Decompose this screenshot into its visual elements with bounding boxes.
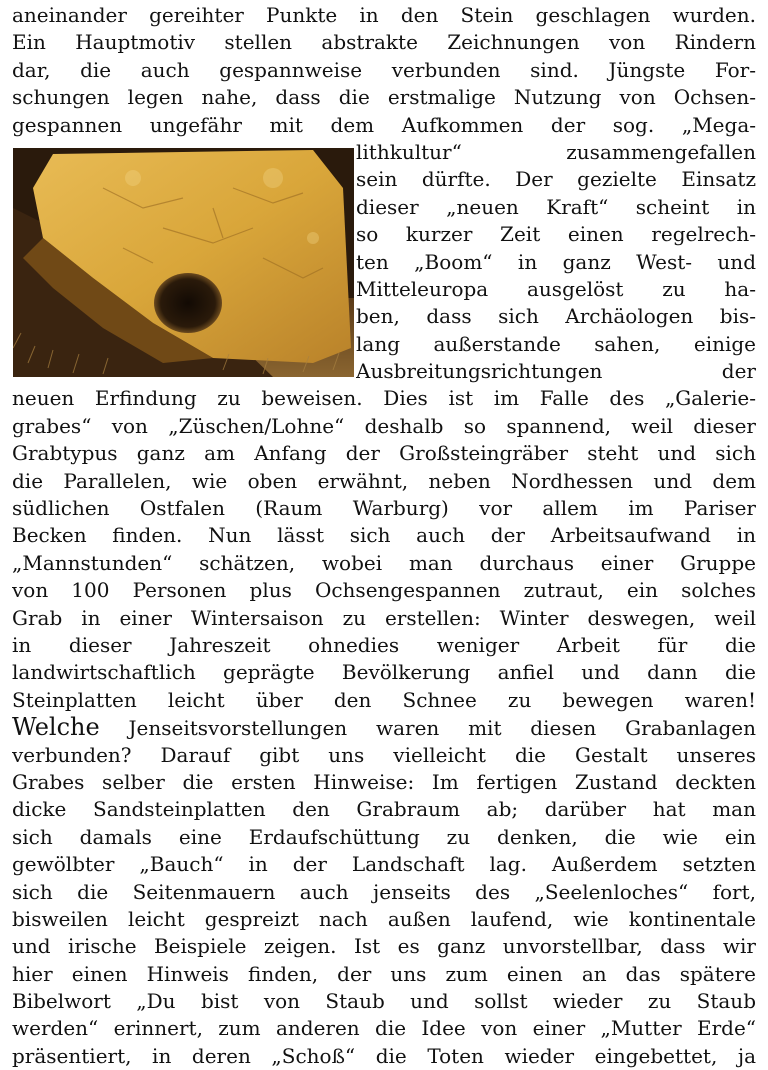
text-line: die Parallelen, wie oben erwähnt, neben Nordhessen und dem xyxy=(12,468,756,493)
stone-slab-illustration xyxy=(13,148,354,377)
text-line: landwirtschaftlich geprägte Bevölkerung anfiel und dann die xyxy=(12,660,756,685)
text-line: grabes“ von „Züschen/Lohne“ deshalb so spannend, weil dieser xyxy=(12,413,756,438)
text-line: verbunden? Darauf gibt uns vielleicht die Gestalt unseres xyxy=(12,742,756,767)
text-line: lang außerstande sahen, einige xyxy=(356,331,756,356)
text-line: ten „Boom“ in ganz West- und xyxy=(356,249,756,274)
text-line: bisweilen leicht gespreizt nach außen laufend, wie kontinentale xyxy=(12,906,756,931)
text-line: sich die Seitenmauern auch jenseits des „Seelenloches“ fort, xyxy=(12,879,756,904)
text-line: Ausbreitungsrichtungen der xyxy=(356,359,756,384)
text-span: Jenseitsvorstellungen waren mit diesen Grabanlagen xyxy=(128,716,756,741)
text-line: ben, dass sich Archäologen bis- xyxy=(356,304,756,329)
paragraph-start-word: Welche xyxy=(12,714,100,742)
text-line: Grabes selber die ersten Hinweise: Im fertigen Zustand deckten xyxy=(12,769,756,794)
paragraph-bottom xyxy=(12,385,756,714)
text-line: sein dürfte. Der gezielte Einsatz xyxy=(356,167,756,192)
stone-slab-photo xyxy=(13,148,354,377)
text-line: neuen Erfindung zu beweisen. Dies ist im Falle des „Galerie- xyxy=(12,386,756,411)
text-line: südlichen Ostfalen (Raum Warburg) vor allem im Pariser xyxy=(12,496,756,521)
text-line: dar, die auch gespannweise verbunden sind. Jüngste For- xyxy=(12,57,756,82)
text-line: in dieser Jahreszeit ohnedies weniger Arbeit für die xyxy=(12,632,756,657)
text-line: werden“ erinnert, zum anderen die Idee von einer „Mutter Erde“ xyxy=(12,1016,756,1041)
text-line: lithkultur“ zusammengefallen xyxy=(356,139,756,164)
soul-hole xyxy=(154,273,222,333)
text-line: Bibelwort „Du bist von Staub und sollst wieder zu Staub xyxy=(12,989,756,1014)
text-line: dicke Sandsteinplatten den Grabraum ab; darüber hat man xyxy=(12,797,756,822)
text-line xyxy=(12,714,756,741)
text-line: aneinander gereihter Punkte in den Stein geschlagen wurden. xyxy=(12,3,756,27)
text-line: so kurzer Zeit einen regelrech- xyxy=(356,222,756,247)
text-line: „Mannstunden“ schätzen, wobei man durchaus einer Gruppe xyxy=(12,550,756,575)
text-line: Steinplatten leicht über den Schnee zu bewegen waren! xyxy=(12,687,756,712)
text-line: gespannen ungefähr mit dem Aufkommen der sog. „Mega- xyxy=(12,112,756,137)
paragraph-welche xyxy=(12,714,756,1070)
text-line: präsentiert, in deren „Schoß“ die Toten wieder eingebettet, ja xyxy=(12,1043,756,1068)
text-line: Mitteleuropa ausgelöst zu ha- xyxy=(356,276,756,301)
text-line: hier einen Hinweis finden, der uns zum einen an das spätere xyxy=(12,961,756,986)
text-line: dieser „neuen Kraft“ scheint in xyxy=(356,194,756,219)
text-line: Grab in einer Wintersaison zu erstellen: Winter deswegen, weil xyxy=(12,605,756,630)
text-line: von 100 Personen plus Ochsengespannen zutraut, ein solches xyxy=(12,578,756,603)
text-line: Becken finden. Nun lässt sich auch der Arbeitsaufwand in xyxy=(12,523,756,548)
text-line: schungen legen nahe, dass die erstmalige Nutzung von Ochsen- xyxy=(12,85,756,110)
text-line: gewölbter „Bauch“ in der Landschaft lag. Außerdem setzten xyxy=(12,852,756,877)
text-line: sich damals eine Erdaufschüttung zu denken, die wie ein xyxy=(12,824,756,849)
text-line: Grabtypus ganz am Anfang der Großsteingräber steht und sich xyxy=(12,441,756,466)
paragraph-top xyxy=(12,2,756,139)
text-line: und irische Beispiele zeigen. Ist es ganz unvorstellbar, dass wir xyxy=(12,934,756,959)
text-line: Ein Hauptmotiv stellen abstrakte Zeichnungen von Rindern xyxy=(12,30,756,55)
